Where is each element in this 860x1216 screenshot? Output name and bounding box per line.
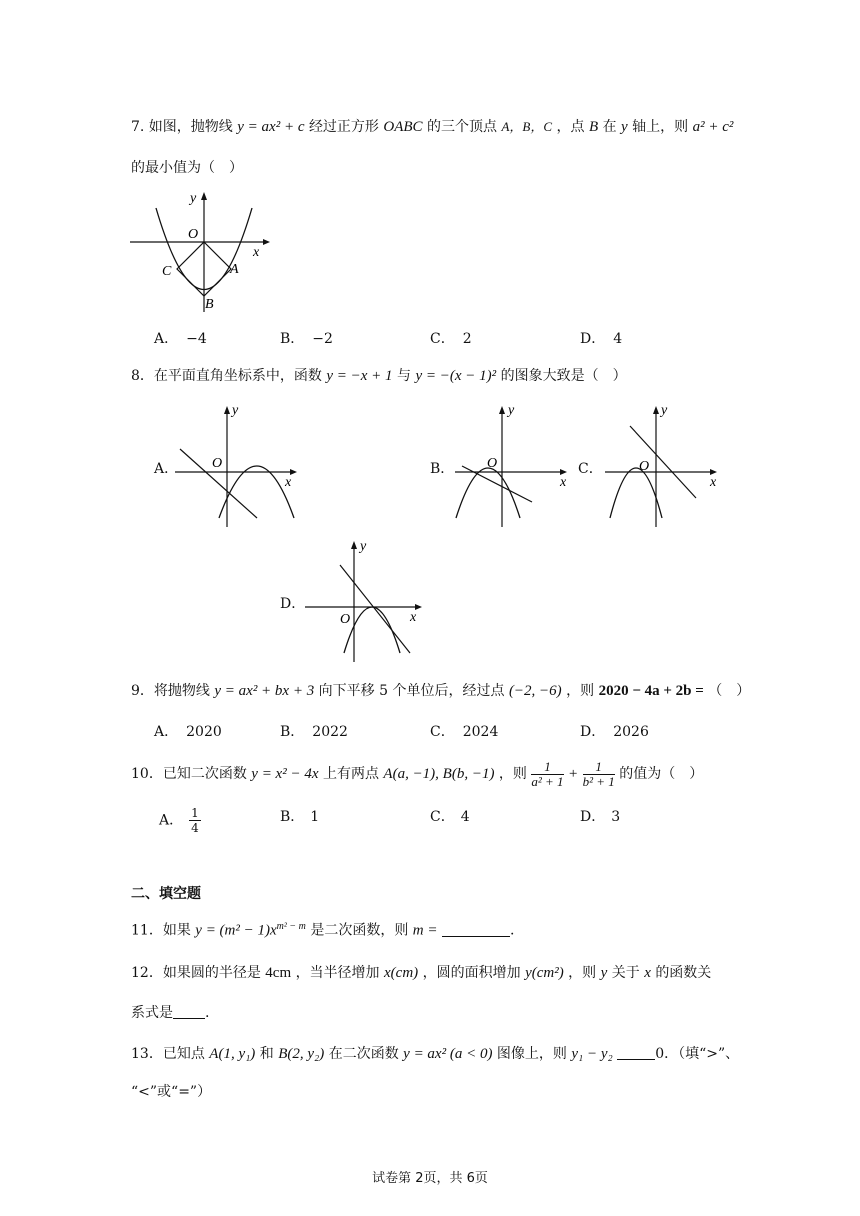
q7-text: 经过正方形 — [308, 119, 379, 135]
option-value: 4 — [460, 809, 470, 825]
q8-graph-c[interactable] — [600, 400, 725, 530]
parabola-graph — [344, 607, 400, 653]
q13-line2: “<”或“=”） — [131, 1084, 212, 1100]
q11-answer-blank[interactable] — [442, 922, 510, 937]
option-fraction — [189, 806, 201, 835]
q13-point-b: B(2, y₂) — [278, 1046, 325, 1062]
option-key: B． — [280, 331, 305, 347]
q7-line1 — [131, 118, 733, 136]
q8-option-b-key[interactable]: B． — [430, 461, 455, 477]
q10-fraction-2 — [583, 760, 615, 789]
option-key: D． — [580, 724, 606, 740]
label-x: x — [253, 245, 260, 260]
q13-expression: y₁ − y₂ — [571, 1046, 613, 1062]
q8-graph-a[interactable] — [170, 400, 305, 530]
q7-expression: a² + c² — [692, 119, 734, 135]
numerator: 1 — [583, 760, 615, 775]
denominator: 4 — [191, 821, 199, 835]
q13-text: 在二次函数 — [328, 1046, 399, 1062]
q10-prefix: 10．已知二次函数 — [131, 766, 247, 782]
option-key: A． — [154, 724, 179, 740]
q9-expression: 2020 − 4a + 2b = — [598, 683, 704, 699]
q11-stem — [131, 918, 514, 940]
q9-text: ，则 — [566, 683, 595, 699]
q8-function-1: y = −x + 1 — [326, 368, 393, 384]
q12-text: 的函数关 — [655, 965, 712, 981]
q13-point-a: A(1, y₁) — [209, 1046, 256, 1062]
q13-text: 图像上，则 — [496, 1046, 567, 1062]
q10-suffix: 的值为（ ） — [619, 766, 704, 782]
q10-stem — [131, 756, 703, 792]
option-key: C． — [430, 331, 455, 347]
q11-text: 是二次函数，则 — [310, 922, 409, 939]
q12-xv: x — [644, 965, 651, 981]
q12-answer-blank[interactable] — [173, 1004, 205, 1019]
q8-option-a-key[interactable]: A． — [154, 461, 179, 477]
label-x: x — [410, 610, 417, 625]
y-axis-arrow — [351, 541, 357, 549]
q7-equation: y = ax² + c — [237, 119, 305, 135]
q9-option-b[interactable] — [280, 721, 348, 741]
q7-text: 轴上，则 — [632, 119, 689, 135]
q9-text: 向下平移 5 个单位后，经过点 — [318, 683, 505, 699]
q12-y: y(cm²) — [525, 965, 564, 981]
option-key: A． — [159, 812, 184, 829]
q13-answer-blank[interactable] — [617, 1045, 655, 1060]
numerator: 1 — [191, 806, 199, 820]
y-axis-arrow — [201, 192, 207, 200]
q10-option-b[interactable] — [280, 806, 319, 826]
y-axis-arrow — [224, 406, 230, 414]
q13-text: 和 — [259, 1046, 274, 1062]
q12-text: ，则 — [568, 965, 597, 981]
line-graph — [340, 565, 410, 653]
q8-function-2: y = −(x − 1)² — [415, 368, 497, 384]
q9-option-c[interactable] — [430, 721, 498, 741]
option-value: 2020 — [186, 724, 222, 740]
option-value: 2 — [462, 331, 472, 347]
q10-points: A(a, −1), B(b, −1) — [383, 766, 495, 782]
q7-line2: 的最小值为（ ） — [131, 160, 243, 176]
q12-text: 关于 — [611, 965, 640, 981]
label-y: y — [232, 403, 239, 418]
q12-text: 系式是 — [131, 1005, 173, 1021]
option-key: B． — [280, 724, 305, 740]
plus-sign: + — [568, 766, 579, 782]
label-a: A — [230, 262, 239, 277]
q8-option-d-key[interactable]: D． — [280, 596, 306, 612]
q13-prefix: 13．已知点 — [131, 1046, 205, 1062]
q8-graph-d[interactable] — [300, 535, 430, 665]
q12-radius: 4cm — [265, 965, 292, 981]
q10-text: 上有两点 — [322, 766, 379, 782]
q12-text: ，圆的面积增加 — [422, 965, 521, 981]
q12-yv: y — [600, 965, 608, 981]
y-axis-arrow — [499, 406, 505, 414]
denominator: a² + 1 — [531, 773, 564, 789]
option-value: −2 — [312, 331, 333, 347]
q7-point-b: B — [588, 119, 599, 135]
option-key: D． — [580, 331, 606, 347]
option-key: C． — [430, 809, 455, 825]
label-x: x — [710, 475, 717, 490]
q8-prefix: 8．在平面直角坐标系中，函数 — [131, 368, 322, 384]
q13-line1 — [131, 1045, 739, 1063]
option-value: 2022 — [312, 724, 348, 740]
q11-prefix: 11．如果 — [131, 922, 191, 939]
option-key: C． — [430, 724, 455, 740]
q7-prefix: 7. 如图，抛物线 — [131, 119, 233, 135]
q10-fraction-1 — [531, 760, 563, 789]
q8-graph-b[interactable] — [450, 400, 575, 530]
label-o: O — [639, 459, 650, 474]
q12-x: x(cm) — [384, 965, 419, 981]
x-axis-arrow — [263, 239, 270, 245]
y-axis-arrow — [653, 406, 659, 414]
q7-y: y — [621, 119, 628, 135]
denominator: b² + 1 — [582, 773, 615, 789]
q8-stem — [131, 367, 627, 385]
q7-option-d[interactable] — [580, 328, 622, 348]
q7-text: 的三个顶点 — [427, 119, 498, 135]
q9-prefix: 9．将抛物线 — [131, 683, 210, 699]
q9-option-d[interactable] — [580, 721, 649, 741]
section-title: 二、填空题 — [131, 886, 201, 902]
q12-prefix: 12．如果圆的半径是 — [131, 965, 261, 981]
q10-option-a[interactable] — [159, 806, 201, 835]
q8-text: 与 — [397, 368, 412, 384]
q10-option-c[interactable] — [430, 806, 470, 826]
q7-shape: OABC — [383, 119, 423, 135]
option-key: D． — [580, 809, 606, 825]
q11-exponent: m² − m — [276, 921, 306, 932]
q9-stem — [131, 682, 750, 700]
q9-point: (−2, −6) — [508, 683, 562, 699]
option-value: 4 — [613, 331, 623, 347]
label-o: O — [340, 612, 351, 627]
q7-option-a[interactable] — [154, 328, 207, 348]
q8-suffix: 的图象大致是（ ） — [500, 368, 627, 384]
q7-option-b[interactable] — [280, 328, 333, 348]
label-o: O — [212, 456, 223, 471]
option-value: −4 — [186, 331, 207, 347]
option-key: B． — [280, 809, 305, 825]
q9-suffix: （ ） — [708, 683, 751, 699]
q8-option-c-key[interactable]: C． — [578, 461, 603, 477]
q7-option-c[interactable] — [430, 328, 472, 348]
label-y: y — [360, 539, 367, 554]
option-key: A． — [154, 331, 179, 347]
q9-option-a[interactable] — [154, 721, 222, 741]
option-value: 2026 — [613, 724, 649, 740]
option-value: 1 — [310, 809, 320, 825]
q11-suffix: . — [509, 922, 515, 939]
q13-suffix: 0．（填“>”、 — [655, 1046, 740, 1062]
q12-line2 — [131, 1004, 209, 1022]
q13-equation: y = ax² (a < 0) — [403, 1046, 493, 1062]
q7-text: ，点 — [556, 119, 585, 135]
q9-equation: y = ax² + bx + 3 — [214, 683, 315, 699]
page-footer: 试卷第 2页，共 6页 — [372, 1171, 488, 1186]
label-o: O — [188, 227, 199, 242]
parabola-graph — [610, 468, 662, 518]
q12-text: ，当半径增加 — [295, 965, 380, 981]
label-c: C — [162, 264, 172, 279]
q7-points: A，B，C — [501, 119, 553, 134]
label-o: O — [487, 456, 498, 471]
numerator: 1 — [531, 760, 563, 775]
q11-equation: y = (m² − 1)x — [195, 922, 277, 939]
option-value: 2024 — [462, 724, 499, 740]
q12-line1 — [131, 964, 711, 982]
parabola-graph — [456, 468, 520, 518]
label-y: y — [508, 403, 515, 418]
q10-option-d[interactable] — [580, 806, 620, 826]
label-y: y — [661, 403, 668, 418]
label-y: y — [190, 191, 197, 206]
label-b: B — [205, 297, 214, 312]
q12-suffix: . — [205, 1005, 210, 1021]
parabola-graph — [219, 466, 294, 518]
q7-figure — [125, 188, 270, 316]
option-value: 3 — [611, 809, 621, 825]
q10-equation: y = x² − 4x — [251, 766, 319, 782]
q10-text: ，则 — [498, 766, 527, 782]
q7-text: 在 — [602, 119, 617, 135]
label-x: x — [285, 475, 292, 490]
label-x: x — [560, 475, 567, 490]
q11-variable: m = — [412, 922, 438, 939]
